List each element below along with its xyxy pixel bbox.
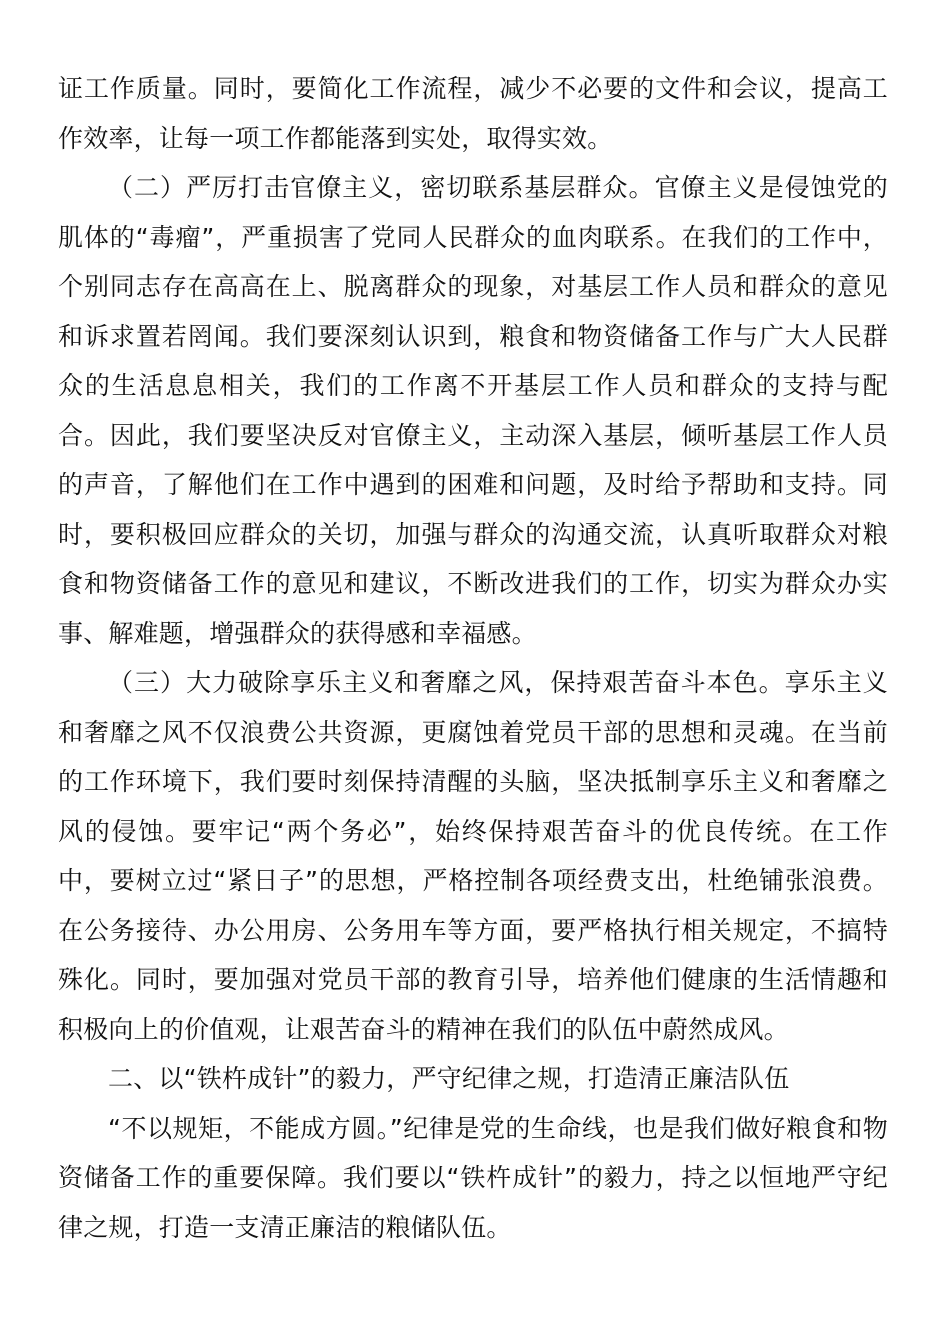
- paragraph-section-3: （三）大力破除享乐主义和奢靡之风，保持艰苦奋斗本色。享乐主义和奢靡之风不仅浪费公共资源，更腐蚀着党员干部的思想和灵魂。在当前的工作环境下，我们要时刻保持清醒的头脑，坚决抵制享乐主义和奢靡之风的侵蚀。要牢记“两个务必”，始终保持艰苦奋斗的优良传统。在工作中，要树立过“紧日子”的思想，严格控制各项经费支出，杜绝铺张浪费。在公务接待、办公用房、公务用车等方面，要严格执行相关规定，不搞特殊化。同时，要加强对党员干部的教育引导，培养他们健康的生活情趣和积极向上的价值观，让艰苦奋斗的精神在我们的队伍中蔚然成风。: [58, 668, 888, 1044]
- paragraph-discipline-intro: “不以规矩，不能成方圆。”纪律是党的生命线，也是我们做好粮食和物资储备工作的重要保障。我们要以“铁杵成针”的毅力，持之以恒地严守纪律之规，打造一支清正廉洁的粮储队伍。: [58, 1113, 888, 1242]
- heading-part-2: 二、以“铁杵成针”的毅力，严守纪律之规，打造清正廉洁队伍: [108, 1064, 790, 1093]
- document-page: [58, 64, 888, 1252]
- paragraph-section-2: （二）严厉打击官僚主义，密切联系基层群众。官僚主义是侵蚀党的肌体的“毒瘤”，严重损害了党同人民群众的血肉联系。在我们的工作中，个别同志存在高高在上、脱离群众的现象，对基层工作人员和群众的意见和诉求置若罔闻。我们要深刻认识到，粮食和物资储备工作与广大人民群众的生活息息相关，我们的工作离不开基层工作人员和群众的支持与配合。因此，我们要坚决反对官僚主义，主动深入基层，倾听基层工作人员的声音，了解他们在工作中遇到的困难和问题，及时给予帮助和支持。同时，要积极回应群众的关切，加强与群众的沟通交流，认真听取群众对粮食和物资储备工作的意见和建议，不断改进我们的工作，切实为群众办实事、解难题，增强群众的获得感和幸福感。: [58, 173, 888, 648]
- paragraph-continuation: 证工作质量。同时，要简化工作流程，减少不必要的文件和会议，提高工作效率，让每一项工作都能落到实处，取得实效。: [58, 74, 888, 153]
